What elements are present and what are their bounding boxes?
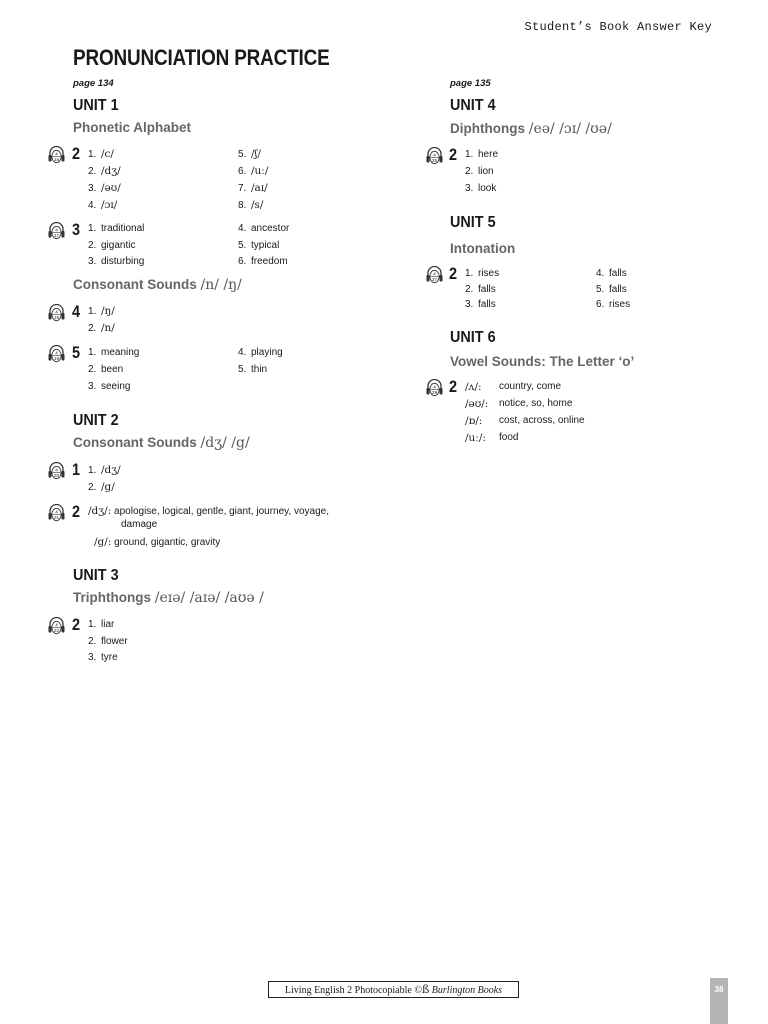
- svg-text:16: 16: [53, 157, 60, 162]
- svg-text:25: 25: [431, 158, 438, 163]
- phoneme-label: /əʊ/:: [465, 398, 489, 410]
- answer-item: 5. falls: [596, 284, 627, 295]
- answer-item: 2. /n/: [88, 322, 115, 334]
- answer-item: 5. thin: [238, 364, 268, 375]
- exercise-number: 2: [72, 144, 81, 163]
- unit-6-subheading: Vowel Sounds: The Letter ‘o’: [450, 354, 635, 369]
- answer-item: 5. /ʃ/: [238, 148, 261, 160]
- answer-item: notice, so, home: [499, 398, 573, 409]
- answer-item: /dʒ/: apologise, logical, gentle, giant, journey, voyage,: [88, 505, 330, 517]
- unit-1-subheading: Phonetic Alphabet: [73, 120, 192, 135]
- audio-track-icon[interactable]: [48, 304, 65, 322]
- answer-item: 2. lion: [465, 166, 494, 177]
- exercise-number: 1: [72, 460, 81, 479]
- answer-item: 4. falls: [596, 268, 627, 279]
- answer-item: cost, across, online: [499, 415, 585, 426]
- exercise-number: 4: [72, 302, 81, 321]
- answer-item: 1. liar: [88, 619, 115, 630]
- svg-text:4: 4: [433, 152, 436, 158]
- answer-item: /g/: ground, gigantic, gravity: [94, 536, 221, 548]
- svg-text:4: 4: [55, 622, 58, 628]
- svg-text:17: 17: [53, 233, 60, 238]
- copyright-footer: Living English 2 Photocopiable ©ß Burlington Books: [268, 981, 519, 998]
- audio-track-icon[interactable]: [48, 462, 65, 480]
- answer-item: 7. /aɪ/: [238, 182, 268, 194]
- svg-text:21: 21: [53, 515, 60, 520]
- answer-item: country, come: [499, 381, 562, 392]
- unit-4-subheading: Diphthongs /eə/ /ɔɪ/ /ʊə/: [450, 121, 612, 137]
- unit-6-title: UNIT 6: [450, 329, 496, 346]
- exercise-number: 5: [72, 343, 81, 362]
- answer-item: 1. /c/: [88, 148, 114, 160]
- answer-item: 6. rises: [596, 299, 631, 310]
- svg-text:29: 29: [431, 390, 438, 395]
- unit-4-title: UNIT 4: [450, 97, 496, 114]
- svg-text:4: 4: [55, 350, 58, 356]
- answer-item: 4. ancestor: [238, 223, 290, 234]
- audio-track-icon[interactable]: [426, 379, 443, 397]
- audio-track-icon[interactable]: [48, 617, 65, 635]
- exercise-number: 2: [449, 145, 458, 164]
- svg-text:20: 20: [53, 473, 60, 478]
- answer-item: 6. freedom: [238, 256, 288, 267]
- svg-text:4: 4: [55, 467, 58, 473]
- phoneme-label: /ʌ/:: [465, 381, 482, 393]
- svg-text:4: 4: [55, 151, 58, 157]
- audio-track-icon[interactable]: [48, 345, 65, 363]
- svg-text:22: 22: [53, 628, 60, 633]
- answer-item-continued: damage: [121, 519, 158, 530]
- audio-track-icon[interactable]: [48, 222, 65, 240]
- exercise-number: 3: [72, 220, 81, 239]
- answer-item: 2. /g/: [88, 481, 115, 493]
- answer-item: 1. /ŋ/: [88, 305, 115, 317]
- unit-3-title: UNIT 3: [73, 567, 119, 584]
- svg-text:19: 19: [53, 356, 60, 361]
- exercise-number: 2: [449, 377, 458, 396]
- answer-item: 1. here: [465, 149, 499, 160]
- answer-item: 2. been: [88, 364, 124, 375]
- answer-item: 4. /ɔɪ/: [88, 199, 118, 211]
- answer-item: food: [499, 432, 519, 443]
- svg-text:4: 4: [55, 309, 58, 315]
- unit-5-subheading: Intonation: [450, 241, 516, 256]
- answer-item: 3. /əʊ/: [88, 182, 121, 194]
- answer-item: 2. gigantic: [88, 240, 136, 251]
- audio-track-icon[interactable]: [48, 146, 65, 164]
- answer-item: 2. /dʒ/: [88, 165, 121, 177]
- answer-item: 4. playing: [238, 347, 283, 358]
- audio-track-icon[interactable]: [426, 266, 443, 284]
- answer-item: 8. /s/: [238, 199, 264, 211]
- phoneme-label: /uː/:: [465, 432, 486, 444]
- answer-item: 5. typical: [238, 240, 280, 251]
- answer-item: 6. /uː/: [238, 165, 269, 177]
- svg-text:18: 18: [53, 315, 60, 320]
- audio-track-icon[interactable]: [48, 504, 65, 522]
- phoneme-label: /ɒ/:: [465, 415, 483, 427]
- answer-item: 3. falls: [465, 299, 496, 310]
- exercise-number: 2: [72, 502, 81, 521]
- svg-text:4: 4: [55, 227, 58, 233]
- answer-item: 1. traditional: [88, 223, 145, 234]
- svg-text:4: 4: [433, 271, 436, 277]
- answer-item: 2. falls: [465, 284, 496, 295]
- page-number: 38: [710, 978, 728, 1024]
- unit-2-subheading: Consonant Sounds /dʒ/ /g/: [73, 435, 250, 451]
- unit-1-subheading-2: Consonant Sounds /n/ /ŋ/: [73, 277, 242, 293]
- exercise-number: 2: [449, 264, 458, 283]
- answer-item: 1. meaning: [88, 347, 140, 358]
- page-ref-right: page 135: [450, 78, 491, 89]
- page-ref-left: page 134: [73, 78, 114, 89]
- answer-item: 3. look: [465, 183, 497, 194]
- unit-1-title: UNIT 1: [73, 97, 119, 114]
- svg-text:4: 4: [55, 509, 58, 515]
- answer-item: 2. flower: [88, 636, 128, 647]
- unit-5-title: UNIT 5: [450, 214, 496, 231]
- svg-text:4: 4: [433, 384, 436, 390]
- unit-3-subheading: Triphthongs /eɪə/ /aɪə/ /aʊə /: [73, 590, 264, 606]
- unit-2-title: UNIT 2: [73, 412, 119, 429]
- answer-item: 1. rises: [465, 268, 500, 279]
- answer-item: 3. tyre: [88, 652, 118, 663]
- audio-track-icon[interactable]: [426, 147, 443, 165]
- svg-text:27: 27: [431, 277, 438, 282]
- page-title: PRONUNCIATION PRACTICE: [73, 45, 330, 70]
- answer-item: 3. seeing: [88, 381, 131, 392]
- answer-key-header: Student’s Book Answer Key: [524, 20, 712, 34]
- burlington-logo-icon: ß: [421, 983, 430, 996]
- exercise-number: 2: [72, 615, 81, 634]
- answer-item: 1. /dʒ/: [88, 464, 121, 476]
- answer-item: 3. disturbing: [88, 256, 145, 267]
